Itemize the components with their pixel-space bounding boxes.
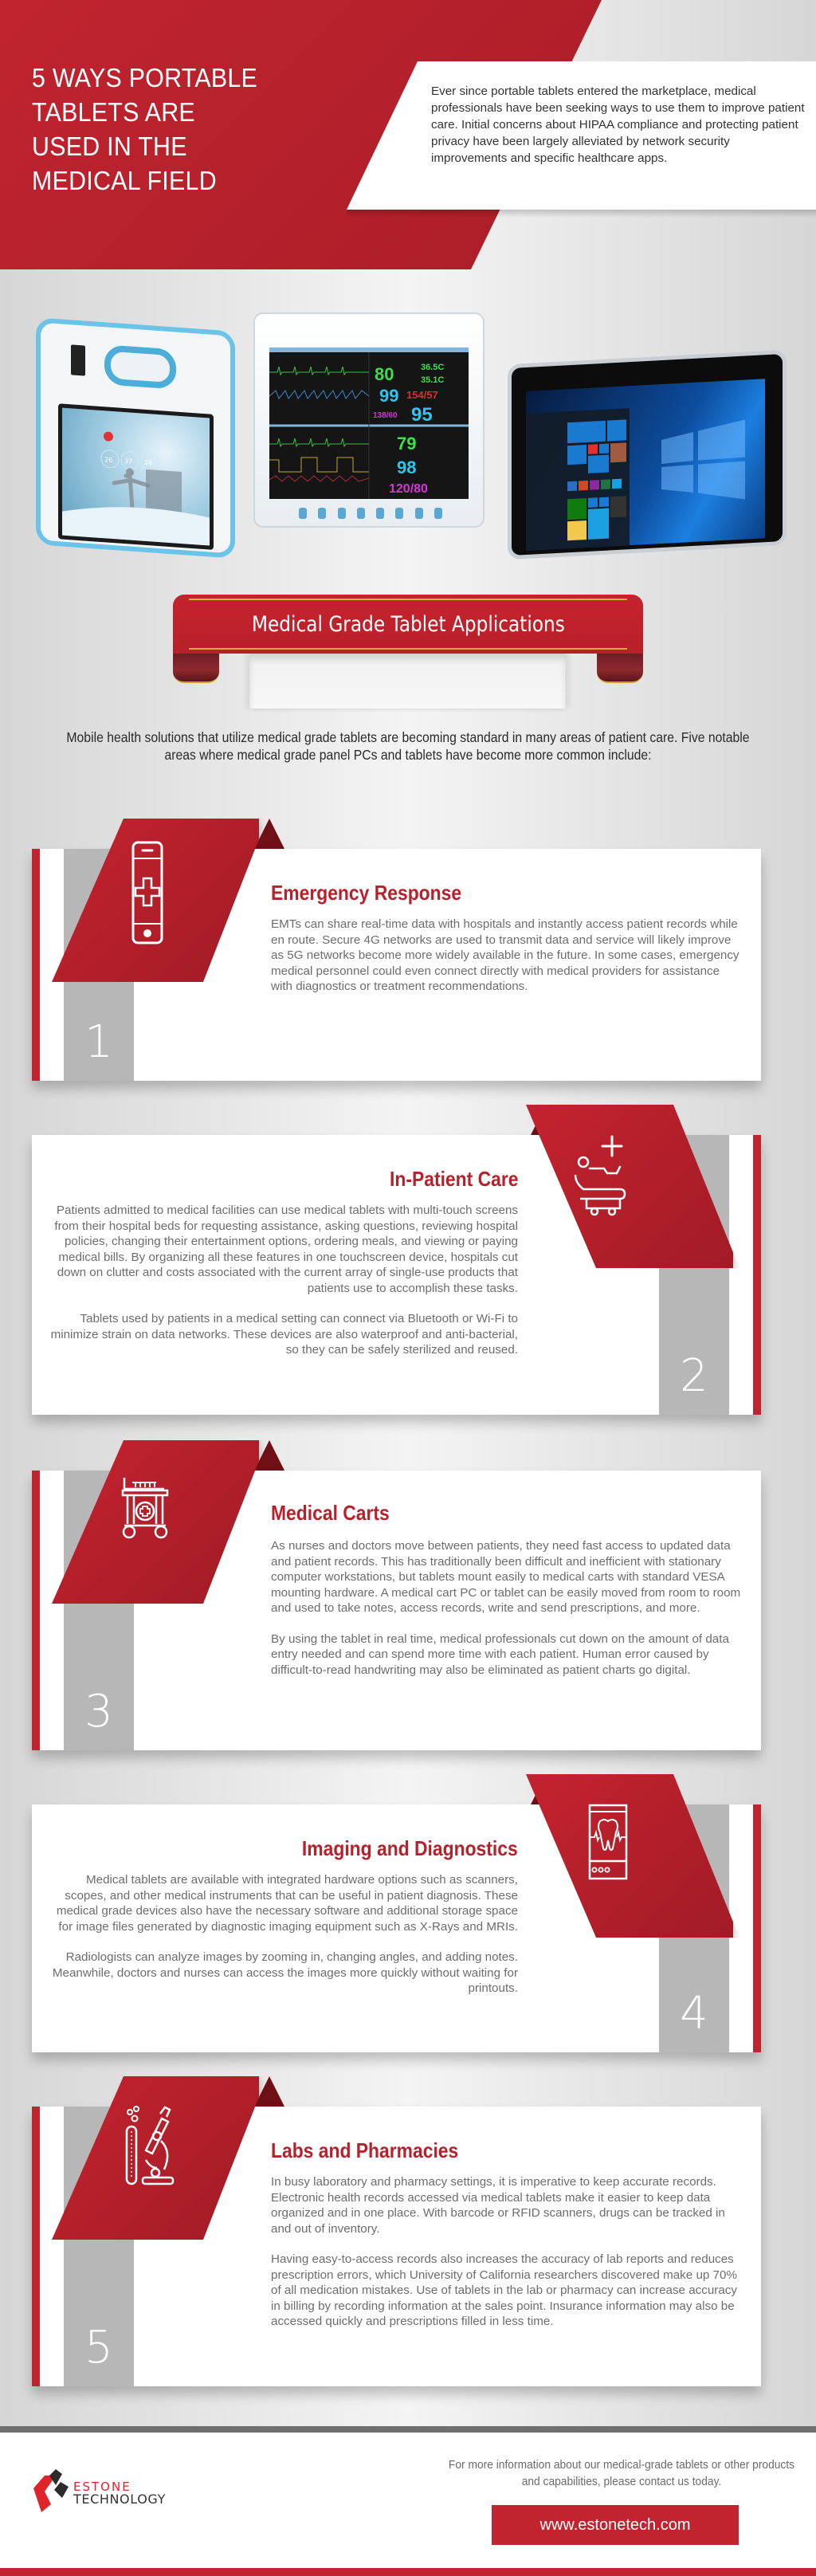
logo-wordmark-top: ESTONE	[73, 2480, 131, 2494]
section-paragraph: EMTs can share real-time data with hospitals and instantly access patient records while en route. Secure 4G networks are used to transmit data and service will likely improve as 5G networks become more widely available in the future. In some cases, emergency medical personnel could even connect directly with medical providers for assistance with diagnostics or treatment recommendations.	[271, 917, 740, 993]
stat-value: 26	[104, 456, 113, 464]
section-title: Labs and Pharmacies	[271, 2138, 459, 2162]
panel-buttons	[299, 508, 442, 519]
lead-paragraph: Mobile health solutions that utilize medical grade tablets are becoming standard in many areas of patient care. Five notable areas where medical grade panel PCs and tablets have become more common include:	[66, 729, 750, 763]
section-title: Medical Carts	[271, 1501, 390, 1525]
health-dashboard-graphic	[62, 408, 210, 546]
fingerprint-sensor	[71, 344, 85, 375]
website-link-button[interactable]: www.estonetech.com	[492, 2505, 739, 2545]
section-number: 1	[84, 1016, 113, 1068]
section-number: 5	[84, 2322, 113, 2374]
svg-text:99: 99	[379, 386, 399, 406]
ribbon-hanging-paper	[249, 653, 566, 709]
title-line: 5 WAYS PORTABLE	[32, 63, 258, 92]
section-body	[271, 1538, 741, 1678]
estone-logo-icon	[32, 2468, 72, 2512]
windows-desktop-screen	[526, 379, 765, 551]
tablet-screen	[58, 403, 214, 550]
section-paragraph: Radiologists can analyze images by zooming in, changing angles, and adding notes. Meanwhile, doctors and nurses can access the images more quickly without waiting for printouts.	[52, 1950, 518, 1995]
start-menu	[526, 408, 630, 551]
tablet-handle	[104, 344, 176, 389]
svg-text:154/57: 154/57	[406, 389, 438, 401]
title-line: MEDICAL FIELD	[32, 166, 217, 195]
test-tube-microscope-icon	[125, 2104, 175, 2187]
hospital-bed-patient-icon	[572, 1130, 630, 1219]
intro-box-shadow	[347, 210, 816, 218]
section-number: 4	[680, 1988, 708, 2040]
svg-text:95: 95	[411, 404, 433, 426]
dental-xray-monitor-icon	[588, 1804, 628, 1880]
svg-text:36.5C: 36.5C	[421, 363, 445, 372]
medical-panel-pc-image	[253, 312, 484, 528]
svg-text:37: 37	[124, 457, 133, 465]
section-number: 3	[84, 1686, 113, 1738]
section-body	[271, 917, 741, 995]
title-line: TABLETS ARE	[32, 97, 195, 127]
section-paragraph: Having easy-to-access records also increases the accuracy of lab reports and reduces prescription errors, which University of California researchers discovered make up 70% of all medication mistakes. Use of tablets in the lab or pharmacy can increase accuracy in billing by recording information at the sales point. Insurance information may also be accessed quickly and prescriptions filled in less time.	[271, 2252, 737, 2328]
footer-cta-text: For more information about our medical-grade tablets or other products and capabilities, please contact us today.	[448, 2458, 795, 2488]
ribbon-curl-right	[597, 653, 643, 683]
svg-text:138/60: 138/60	[373, 411, 398, 420]
windows-tablet-image	[508, 350, 787, 560]
section-paragraph: Medical tablets are available with integrated hardware options such as scanners, scopes, and other medical instruments that can be useful in patient diagnosis. These medical grade devices also have the necessary software and additional storage space for image files generated by diagnostic imaging equipment such as X-Rays and MRIs.	[56, 1873, 518, 1934]
ribbon-curl-left	[173, 653, 219, 683]
footer-bottom-bar	[0, 2568, 816, 2576]
section-number: 2	[680, 1350, 708, 1402]
vital-heart-rate: 80	[375, 364, 394, 384]
svg-text:120/80: 120/80	[389, 482, 428, 496]
accent-stripe	[753, 1135, 761, 1415]
section-paragraph: As nurses and doctors move between patients, they need fast access to updated data and patient records. This has traditionally been difficult and inefficient with stationary computer workstations, but tablets mount easily to medical carts with standard VESA mounting hardware. A medical cart PC or tablet can be easily moved from room to room and used to take notes, access records, write and send prescriptions, and more.	[271, 1539, 741, 1615]
section-body	[48, 1872, 518, 1997]
section-body	[48, 1203, 518, 1358]
section-paragraph: In busy laboratory and pharmacy settings, it is imperative to keep accurate records. Electronic health records accessed via medical tablets make it easier to keep data organized and in one place. With barcode or RFID scanners, drugs can be tracked in and out of inventory.	[271, 2175, 725, 2236]
svg-text:35.1C: 35.1C	[421, 375, 445, 385]
svg-text:79: 79	[397, 434, 417, 454]
intro-text: Ever since portable tablets entered the marketplace, medical professionals have been seeking ways to use them to improve patient care. Initial concerns about HIPAA compliance and protecting patient privacy have been largely alleviated by network security improvements and specific healthcare apps.	[431, 84, 805, 165]
logo-wordmark-bottom: TECHNOLOGY	[73, 2492, 166, 2507]
accent-stripe	[32, 2107, 40, 2386]
title-line: USED IN THE	[32, 132, 187, 161]
patient-monitor-screen	[269, 348, 469, 499]
accent-stripe	[32, 1471, 40, 1750]
footer-divider	[0, 2426, 816, 2433]
windows-logo-graphic	[645, 411, 757, 512]
section-paragraph: By using the tablet in real time, medical professionals cut down on the amount of data entry needed and can spend more time with each patient. Human error caused by difficult-to-read handwriting may also be eliminated as patient charts go digital.	[271, 1632, 729, 1677]
section-body	[271, 2174, 741, 2330]
section-title: Emergency Response	[271, 881, 462, 905]
section-paragraph: Tablets used by patients in a medical setting can connect via Bluetooth or Wi-Fi to minimize strain on data networks. These devices are also waterproof and anti-bacterial, so they can be safely sterilized and reused.	[50, 1312, 518, 1357]
section-title: In-Patient Care	[389, 1167, 518, 1191]
page-title	[32, 61, 325, 198]
rugged-medical-tablet-image	[36, 317, 235, 558]
medical-cart-icon	[121, 1476, 169, 1541]
section-banner-label: Medical Grade Tablet Applications	[251, 611, 565, 637]
smartphone-medical-cross-icon	[131, 841, 163, 944]
section-title: Imaging and Diagnostics	[302, 1836, 518, 1860]
svg-text:98: 98	[397, 457, 417, 477]
section-paragraph: Patients admitted to medical facilities can use medical tablets with multi-touch screens from their hospital beds for requesting assistance, asking questions, reviewing hospital policies, changing their entertainment options, ordering meals, and viewing or paying medical bills. By organizing all these features in one touchscreen device, hospitals cut down on clutter and costs associated with the current array of single-use products that patients use to accomplish these tasks.	[54, 1204, 518, 1295]
vital-signs-display	[269, 352, 469, 499]
section-banner	[173, 595, 643, 654]
accent-stripe	[753, 1804, 761, 2052]
accent-stripe	[32, 849, 40, 1081]
svg-text:26: 26	[144, 458, 153, 467]
